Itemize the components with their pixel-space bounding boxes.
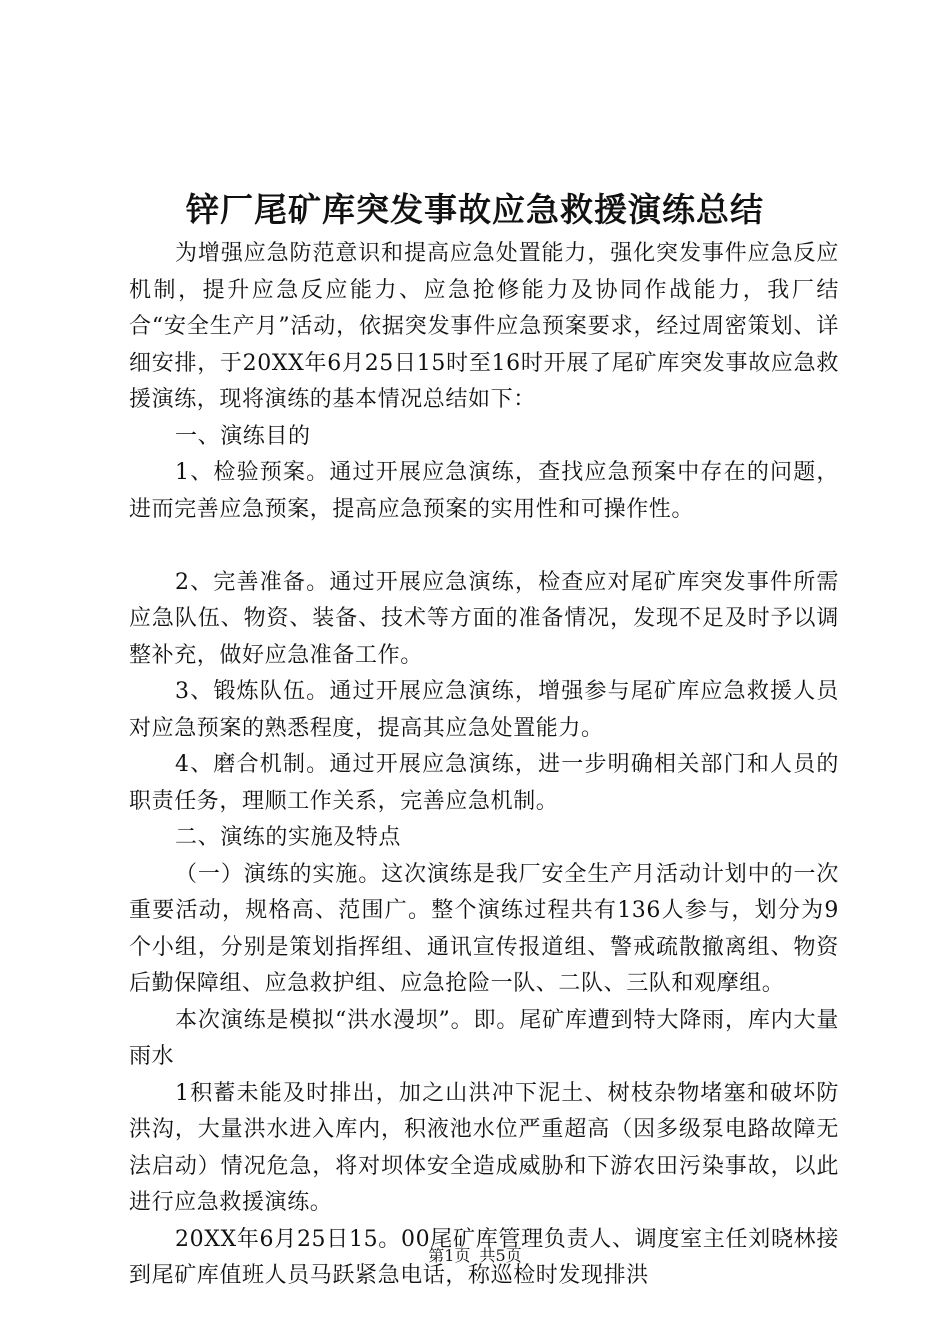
document-title: 锌厂尾矿库突发事故应急救援演练总结 xyxy=(186,190,764,229)
timeline-paragraph: 20XX年6月25日15。00尾矿库管理负责人、调度室主任刘晓林接到尾矿库值班人员马跃紧急电话，称巡检时发现排洪 xyxy=(129,1226,839,1288)
page-footer xyxy=(0,1245,950,1267)
scenario-paragraph: 本次演练是模拟“洪水漫坝”。即。尾矿库遭到特大降雨，库内大量雨水 xyxy=(129,1007,839,1069)
page-number: 第1页 xyxy=(428,1246,471,1265)
purpose-item-3: 3、锻炼队伍。通过开展应急演练，增强参与尾矿库应急救援人员对应急预案的熟悉程度，提高其应急处置能力。 xyxy=(129,679,839,741)
implementation-paragraph: （一）演练的实施。这次演练是我厂安全生产月活动计划中的一次重要活动，规格高、范围广。整个演练过程共有136人参与，划分为9个小组，分别是策划指挥组、通讯宣传报道组、警戒疏散撤离组、物资后勤保障组、应急救护组、应急抢险一队、二队、三队和观摩组。 xyxy=(129,861,839,996)
page-total: 共5页 xyxy=(479,1246,522,1265)
purpose-item-1: 1、检验预案。通过开展应急演练，查找应急预案中存在的问题，进而完善应急预案，提高应急预案的实用性和可操作性。 xyxy=(129,460,839,522)
section-heading-implementation: 二、演练的实施及特点 xyxy=(175,825,402,850)
document-body xyxy=(129,236,839,1295)
blank-line xyxy=(129,528,839,565)
purpose-item-2: 2、完善准备。通过开展应急演练，检查应对尾矿库突发事件所需应急队伍、物资、装备、技术等方面的准备情况，发现不足及时予以调整补充，做好应急准备工作。 xyxy=(129,569,839,668)
section-heading-purpose: 一、演练目的 xyxy=(175,423,311,449)
intro-paragraph: 为增强应急防范意识和提高应急处置能力，强化突发事件应急反应机制，提升应急反应能力、应急抢修能力及协同作战能力，我厂结合“安全生产月”活动，依据突发事件应急预案要求，经过周密策划、详细安排，于20XX年6月25日15时至16时开展了尾矿库突发事故应急救援演练，现将演练的基本情况总结如下： xyxy=(129,241,839,412)
scenario-continuation: 1积蓄未能及时排出，加之山洪冲下泥土、树枝杂物堵塞和破坏防洪沟，大量洪水进入库内，积液池水位严重超高（因多级泵电路故障无法启动）情况危急，将对坝体安全造成威胁和下游农田污染事故，以此进行应急救援演练。 xyxy=(129,1080,839,1215)
purpose-item-4: 4、磨合机制。通过开展应急演练，进一步明确相关部门和人员的职责任务，理顺工作关系，完善应急机制。 xyxy=(129,752,839,814)
